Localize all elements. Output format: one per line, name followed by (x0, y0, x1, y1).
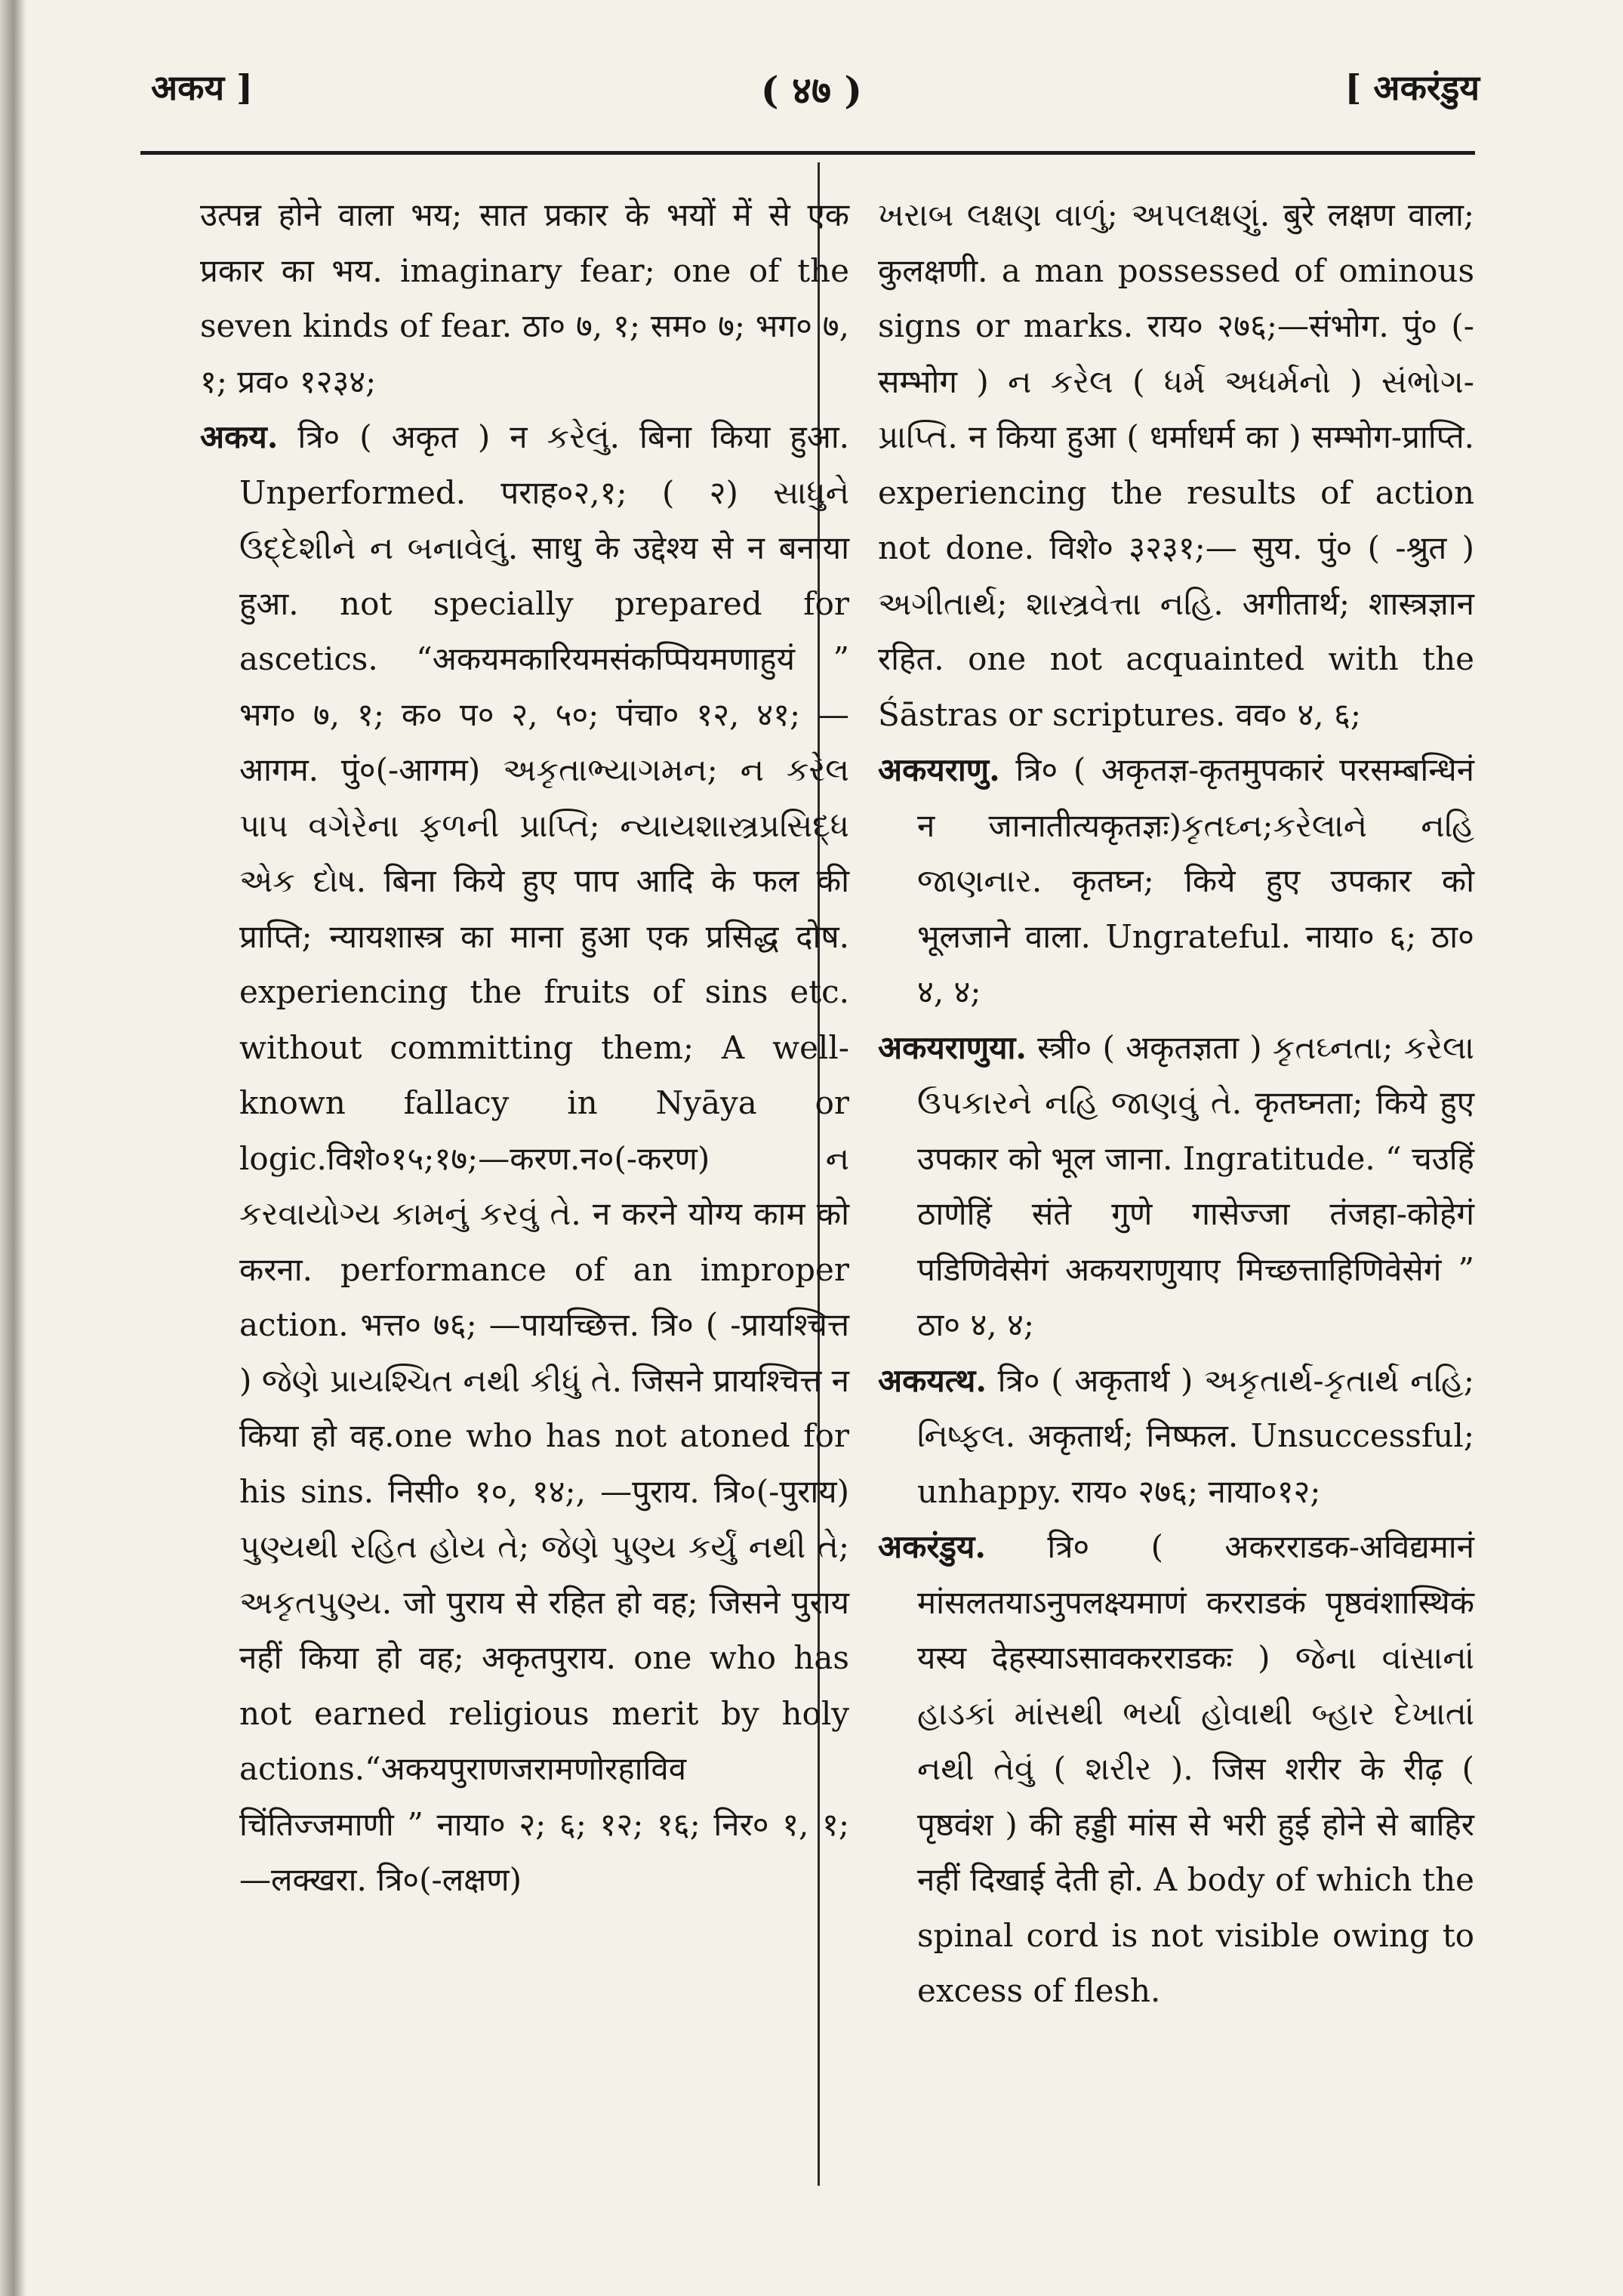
dictionary-entry (200, 409, 849, 1908)
entry-text: स्त्री० ( अकृतज्ञता ) કૃતઘ્નતા; કરેલા ઉપકારને નહિ જાણવું તે. कृतघ्नता; किये हुए उपकार को भूल जाना. Ingratitude. “ चउहिं ठाणेहिं संते गुणे गासेज्जा तंजहा-कोहेगं पडिणिवेसेगं अकयराणुयाए मिच्छत्ताहिणिवेसेगं ” ठा० ४, ४; (917, 1028, 1474, 1343)
page-number: ( ४७ ) (760, 68, 863, 112)
dictionary-entry (878, 1020, 1474, 1353)
entry-text: त्रि० ( अकरराडक-अविद्यमानं मांसलतयाऽनुपलक्ष्यमाणं करराडकं पृष्ठवंशास्थिकं यस्य देहस्याऽसावकरराडकः ) જેના વાંસાનાં હાડકાં માંસથી ભર્યા હોવાથી બ્હાર દેખાતાં નથી તેવું ( શરીર ). जिस शरीर के रीढ़ ( पृष्ठवंश ) की हड्डी मांस से भरी हुई होने से बाहिर नहीं दिखाई देती हो. A body of which the spinal cord is not visible owing to excess of flesh. (917, 1528, 1474, 2009)
entry-text: त्रि० ( अकृत ) न કરેલું. बिना किया हुआ. Unperformed. पराह०२,१; ( २) સાધુને ઉદ્દેશીને ન બનાવેલું. साधु के उद्देश्य से न बनाया हुआ. not specially prepared for ascetics. “अकयमकारियमसंकप्पियमणाहुयं ” भग० ७, १; क० प० २, ५०; पंचा० १२, ४१; —आगम. पुं०(-आगम) અકૃતાભ્યાગમન; ન કરેલ પાપ વગેરેના ફળની પ્રાપ્તિ; ન્યાયશાસ્ત્રપ્રસિદ્ધ એક દોષ. बिना किये हुए पाप आदि के फल की प्राप्ति; न्यायशास्त्र का माना हुआ एक प्रसिद्ध दोष. experiencing the fruits of sins etc. without committing them; A well-known fallacy in Nyāya or logic.विशे०१५;१७;—करण.न०(-करण) ન કરવાયોગ્ય કામનું કરવું તે. न करने योग्य काम को करना. performance of an improper action. भत्त० ७६; —पायच्छित्त. त्रि० ( -प्रायश्चित्त ) જેણે પ્રાયશ્ચિત નથી કીધું તે. जिसने प्रायश्चित्त न किया हो वह.one who has not atoned for his sins. निसी० १०, १४;, —पुराय. त्रि०(-पुराय) પુણ્યથી રહિત હોય તે; જેણે પુણ્ય કર્યું નથી તે; અકૃતપુણ્ય. जो पुराय से रहित हो वह; जिसने पुराय नहीं किया हो वह; अकृतपुराय. one who has not earned religious merit by holy actions.“अकयपुराणजरामणोरहाविव चिंतिज्जमाणी ” नाया० २; ६; १२; १६; निर० १, १;—लक्खरा. त्रि०(-लक्षण) (239, 418, 849, 1898)
entry-text: उत्पन्न होने वाला भय; सात प्रकार के भयों में से एक प्रकार का भय. imaginary fear; one of the seven kinds of fear. ठा० ७, १; सम० ७; भग० ७, १; प्रव० १२३४; (200, 196, 849, 400)
page-header (143, 59, 1480, 119)
dictionary-entry (878, 1519, 1474, 2019)
header-right-guideword: [ अकरंडुय (1344, 67, 1480, 108)
dictionary-entry (878, 1353, 1474, 1520)
entry-text: ખરાબ લક્ષણ વાળું; અપલક્ષણું. बुरे लक्षण वाला; कुलक्षणी. a man possessed of ominous signs or marks. राय० २७६;—संभोग. पुं० (-सम्भोग ) ન કરેલ ( ધર્મ અધર્મનો ) સંભોગ-પ્રાપ્તિ. न किया हुआ ( धर्माधर्म का ) सम्भोग-प्राप्ति. experiencing the results of action not done. विशे० ३२३१;— सुय. पुं० ( -श्रुत ) અગીતાર્થ; શાસ્ત્રવેત્તા નહિ. अगीतार्थ; शास्त्रज्ञान रहित. one not acquainted with the Śāstras or scriptures. वव० ४, ६; (878, 196, 1474, 733)
dictionary-entry (878, 742, 1474, 1020)
right-column (878, 187, 1474, 2019)
entry-headword: अकयराणु. (878, 751, 1000, 788)
entry-headword: अकरंडुय. (878, 1528, 986, 1565)
entry-headword: अकयत्थ. (878, 1361, 987, 1399)
entry-continuation (878, 187, 1474, 742)
entry-continuation (200, 187, 849, 409)
entry-text: त्रि० ( अकृतज्ञ-कृतमुपकारं परसम्बन्धिनं न जानातीत्यकृतज्ञः)કૃતઘ્ન;કરેલાને નહિ જાણનાર. कृतघ्न; किये हुए उपकार को भूलजाने वाला. Ungrateful. नाया० ६; ठा० ४, ४; (917, 751, 1474, 1010)
entry-headword: अकय. (200, 418, 279, 455)
left-column (200, 187, 849, 1908)
book-binding-edge (0, 0, 26, 2296)
entry-text: त्रि० ( अकृतार्थ ) અકૃતાર્થ-કૃતાર્થ નહિ; નિષ્ફલ. अकृतार्थ; निष्फल. Unsuccessful; unhappy. राय० २७६; नाया०१२; (917, 1361, 1474, 1510)
header-left-guideword: अकय ] (151, 67, 253, 108)
header-rule (140, 151, 1475, 155)
entry-headword: अकयराणुया. (878, 1028, 1027, 1066)
